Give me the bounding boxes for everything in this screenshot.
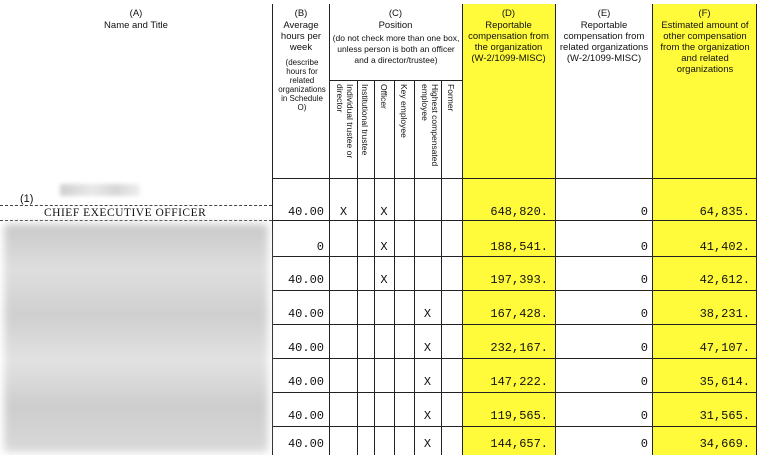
hours-cell: 40.00: [287, 205, 324, 219]
officer-check: X: [380, 205, 388, 219]
related-comp-cell: 0: [640, 307, 648, 321]
hours-cell: 40.00: [287, 273, 324, 287]
officer-check: X: [380, 240, 388, 254]
column-f-letter: (F): [698, 8, 711, 19]
position-institutional-label: Institutional trustee: [360, 84, 370, 156]
highest-check: X: [423, 437, 432, 451]
position-highest-label: Highest compensated employee: [420, 84, 440, 167]
highest-check: X: [423, 341, 432, 355]
officer-check: X: [380, 273, 388, 287]
column-e-letter: (E): [597, 8, 611, 19]
row-title: CHIEF EXECUTIVE OFFICER: [44, 207, 207, 219]
reportable-comp-cell: 119,565.: [490, 409, 548, 423]
column-d-title: Reportable compensation from the organization (W-2/1099-MISC): [468, 20, 549, 64]
hours-cell: 40.00: [287, 307, 324, 321]
reportable-comp-cell: 232,167.: [490, 341, 548, 355]
reportable-comp-cell: 147,222.: [490, 375, 548, 389]
related-comp-cell: 0: [640, 437, 648, 451]
other-comp-cell: 34,669.: [699, 437, 750, 451]
reportable-comp-cell: 188,541.: [490, 240, 548, 254]
reportable-comp-cell: 144,657.: [490, 437, 548, 451]
hours-cell: 40.00: [287, 437, 324, 451]
row-number: (1): [20, 193, 34, 205]
reportable-comp-cell: 167,428.: [490, 307, 548, 321]
redacted-name: [60, 184, 140, 196]
position-key-employee-label: Key employee: [399, 84, 409, 138]
position-former-label: Former: [446, 84, 456, 112]
related-comp-cell: 0: [640, 240, 648, 254]
highest-check: X: [423, 409, 432, 423]
column-a-title: Name and Title: [104, 20, 168, 31]
column-e-title: Reportable compensation from related organizations (W-2/1099-MISC): [559, 20, 649, 64]
column-b-note: (describe hours for related organizations in Schedule O): [278, 58, 326, 112]
highest-check: X: [423, 375, 432, 389]
related-comp-cell: 0: [640, 341, 648, 355]
other-comp-cell: 64,835.: [699, 205, 750, 219]
related-comp-cell: 0: [640, 205, 648, 219]
position-officer-label: Officer: [379, 84, 389, 109]
related-comp-cell: 0: [640, 375, 648, 389]
column-c-note: (do not check more than one box, unless person is both an officer and a director/trustee): [332, 33, 460, 65]
column-a-letter: (A): [129, 8, 143, 19]
trustee-check: X: [339, 205, 348, 219]
other-comp-cell: 47,107.: [699, 341, 750, 355]
reportable-comp-cell: 197,393.: [490, 273, 548, 287]
hours-cell: 0: [316, 240, 324, 254]
related-comp-cell: 0: [640, 273, 648, 287]
redacted-block: [4, 224, 268, 452]
other-comp-cell: 42,612.: [699, 273, 750, 287]
highest-check: X: [423, 307, 432, 321]
hours-cell: 40.00: [287, 341, 324, 355]
reportable-comp-cell: 648,820.: [490, 205, 548, 219]
related-comp-cell: 0: [640, 409, 648, 423]
hours-cell: 40.00: [287, 409, 324, 423]
hours-cell: 40.00: [287, 375, 324, 389]
other-comp-cell: 41,402.: [699, 240, 750, 254]
column-c-title: Position: [378, 20, 413, 31]
other-comp-cell: 31,565.: [699, 409, 750, 423]
column-b-title: Average hours per week: [280, 20, 322, 53]
column-f-title: Estimated amount of other compensation from the organization and related organizations: [660, 20, 750, 75]
other-comp-cell: 38,231.: [699, 307, 750, 321]
other-comp-cell: 35,614.: [699, 375, 750, 389]
column-c-letter: (C): [388, 8, 403, 19]
column-b-letter: (B): [294, 8, 308, 19]
position-trustee-label: Individual trustee or director: [335, 84, 355, 159]
column-d-letter: (D): [501, 8, 516, 19]
